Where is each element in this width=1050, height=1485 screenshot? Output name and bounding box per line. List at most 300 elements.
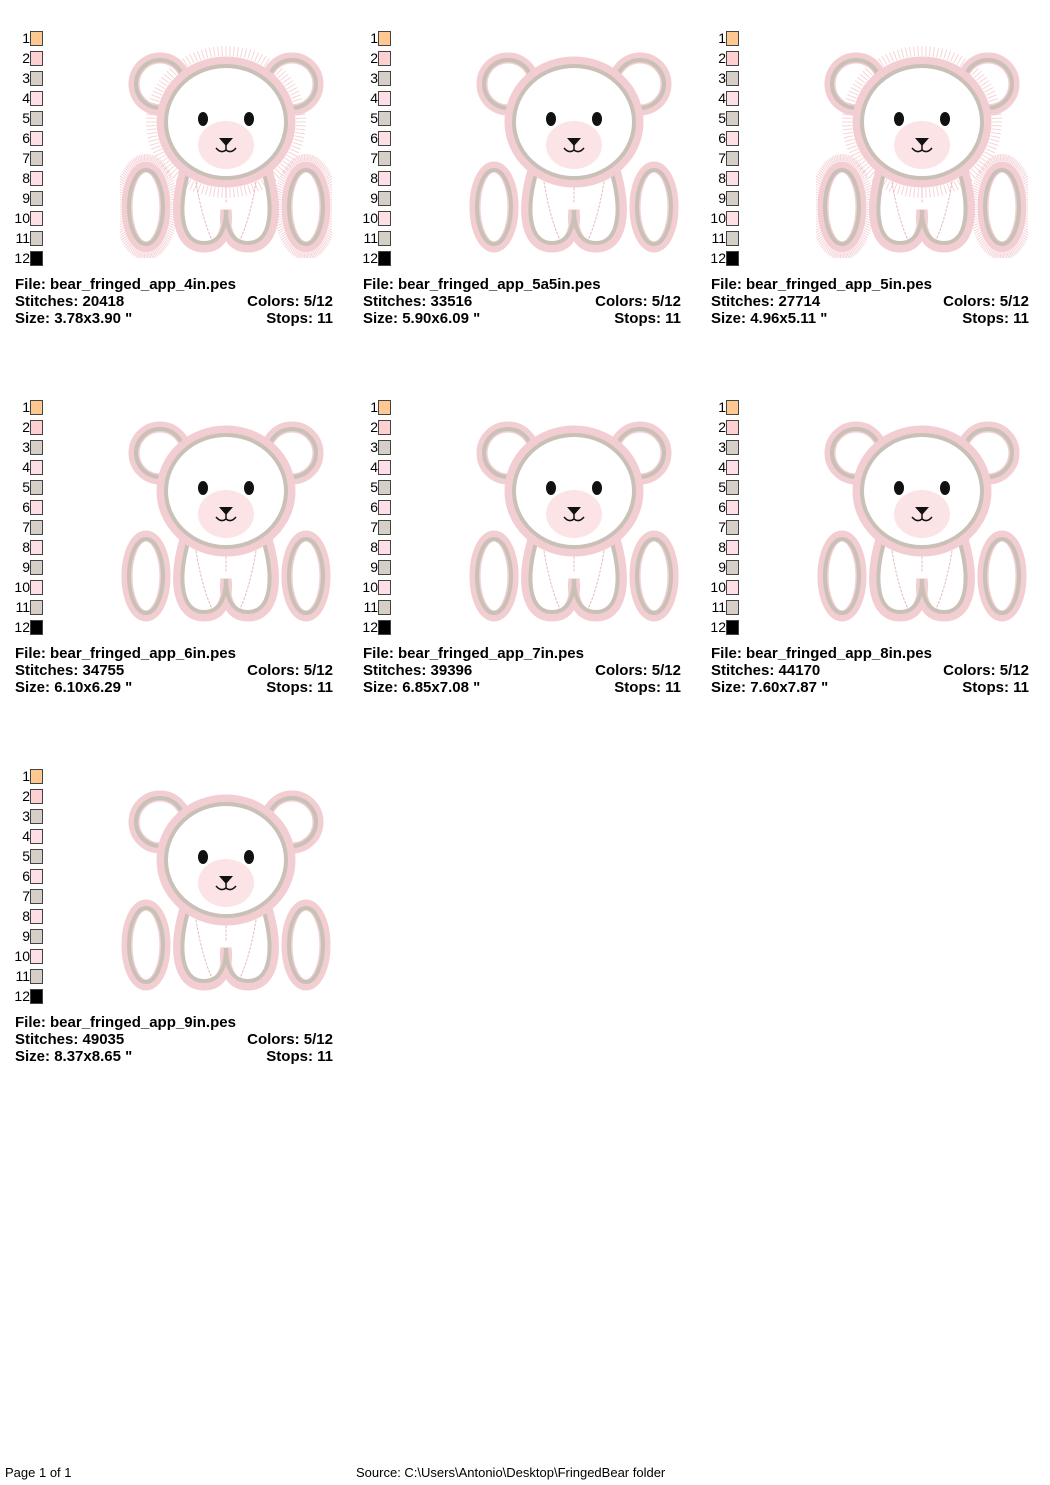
stitches-value: 20418 bbox=[82, 293, 125, 310]
design-card[interactable] bbox=[13, 30, 343, 330]
size-label: Size: bbox=[711, 679, 747, 696]
color-swatch-row bbox=[13, 90, 45, 110]
color-swatch bbox=[378, 91, 391, 106]
color-swatch-row bbox=[13, 619, 45, 639]
color-swatch-row bbox=[13, 479, 45, 499]
swatch-number: 9 bbox=[718, 559, 726, 575]
color-swatch bbox=[726, 580, 739, 595]
stitches-label: Stitches: bbox=[711, 293, 775, 310]
color-swatch bbox=[726, 460, 739, 475]
swatch-number: 2 bbox=[22, 419, 30, 435]
color-swatch-row bbox=[13, 988, 45, 1008]
colors-value: 5/12 bbox=[303, 293, 333, 310]
color-swatch bbox=[30, 91, 43, 106]
file-label: File: bbox=[711, 645, 742, 662]
size-value: 4.96x5.11 " bbox=[750, 310, 828, 327]
design-card[interactable] bbox=[361, 399, 691, 699]
design-info bbox=[15, 645, 333, 696]
color-swatch-row bbox=[13, 559, 45, 579]
color-swatch bbox=[378, 51, 391, 66]
stops-value: 11 bbox=[1013, 679, 1029, 696]
color-swatch-row bbox=[13, 250, 45, 270]
color-swatch-row bbox=[13, 210, 45, 230]
color-swatch bbox=[30, 929, 43, 944]
color-swatch-row bbox=[709, 579, 741, 599]
swatch-number: 6 bbox=[22, 868, 30, 884]
stops-value: 11 bbox=[317, 679, 333, 696]
design-card[interactable] bbox=[709, 399, 1039, 699]
size-line bbox=[15, 310, 333, 327]
color-swatch bbox=[30, 600, 43, 615]
colors-field bbox=[943, 293, 1029, 310]
design-card[interactable] bbox=[709, 30, 1039, 330]
stitches-line bbox=[15, 293, 333, 310]
colors-label: Colors: bbox=[943, 662, 996, 679]
color-swatch bbox=[30, 420, 43, 435]
design-info bbox=[363, 276, 681, 327]
color-swatch bbox=[30, 969, 43, 984]
swatch-number: 12 bbox=[362, 619, 378, 635]
color-swatch-row bbox=[709, 439, 741, 459]
swatch-number: 8 bbox=[718, 170, 726, 186]
color-swatch bbox=[30, 440, 43, 455]
colors-value: 5/12 bbox=[999, 662, 1029, 679]
swatch-number: 5 bbox=[22, 848, 30, 864]
size-value: 8.37x8.65 " bbox=[54, 1048, 133, 1065]
color-swatch bbox=[726, 91, 739, 106]
design-info bbox=[15, 1014, 333, 1065]
size-label: Size: bbox=[363, 679, 399, 696]
stops-label: Stops: bbox=[614, 310, 661, 327]
stitches-label: Stitches: bbox=[15, 293, 79, 310]
swatch-number: 11 bbox=[363, 230, 378, 246]
swatch-number: 10 bbox=[14, 948, 30, 964]
color-swatch bbox=[378, 251, 391, 266]
file-line bbox=[363, 276, 681, 293]
swatch-number: 4 bbox=[22, 459, 30, 475]
color-swatch bbox=[30, 909, 43, 924]
color-swatch bbox=[30, 540, 43, 555]
color-swatch bbox=[726, 540, 739, 555]
color-swatch bbox=[30, 769, 43, 784]
color-swatch-row bbox=[13, 439, 45, 459]
swatch-number: 8 bbox=[22, 908, 30, 924]
color-swatch-row bbox=[709, 479, 741, 499]
size-value: 6.10x6.29 " bbox=[54, 679, 133, 696]
color-swatch bbox=[378, 31, 391, 46]
color-swatch-row bbox=[709, 599, 741, 619]
stops-field bbox=[614, 679, 681, 696]
color-swatch bbox=[378, 400, 391, 415]
design-info bbox=[711, 645, 1029, 696]
stitches-label: Stitches: bbox=[15, 662, 79, 679]
color-swatch-row bbox=[709, 70, 741, 90]
swatch-number: 2 bbox=[718, 419, 726, 435]
color-swatch-row bbox=[13, 788, 45, 808]
color-swatch bbox=[726, 251, 739, 266]
color-swatch bbox=[726, 480, 739, 495]
colors-value: 5/12 bbox=[651, 293, 681, 310]
color-swatch bbox=[30, 620, 43, 635]
color-swatch-row bbox=[13, 499, 45, 519]
color-swatch bbox=[378, 480, 391, 495]
stitches-line bbox=[711, 662, 1029, 679]
file-label: File: bbox=[15, 276, 46, 293]
color-swatch bbox=[378, 520, 391, 535]
stitches-value: 44170 bbox=[778, 662, 821, 679]
swatch-number: 7 bbox=[718, 519, 726, 535]
size-line bbox=[711, 310, 1029, 327]
colors-label: Colors: bbox=[595, 293, 648, 310]
swatch-number: 11 bbox=[15, 968, 30, 984]
swatch-number: 8 bbox=[718, 539, 726, 555]
swatch-number: 5 bbox=[22, 479, 30, 495]
color-swatch bbox=[378, 131, 391, 146]
stops-value: 11 bbox=[665, 679, 681, 696]
color-swatch-row bbox=[361, 559, 393, 579]
color-swatch bbox=[30, 789, 43, 804]
color-swatch bbox=[30, 31, 43, 46]
swatch-number: 4 bbox=[370, 90, 378, 106]
color-swatch-row bbox=[709, 519, 741, 539]
color-swatch-row bbox=[361, 210, 393, 230]
swatch-number: 4 bbox=[22, 90, 30, 106]
color-swatch-row bbox=[361, 250, 393, 270]
size-line bbox=[15, 1048, 333, 1065]
color-swatch-row bbox=[13, 599, 45, 619]
color-swatch bbox=[30, 151, 43, 166]
file-line bbox=[15, 645, 333, 662]
size-label: Size: bbox=[363, 310, 399, 327]
file-name: bear_fringed_app_5a5in.pes bbox=[398, 276, 601, 293]
color-swatch bbox=[30, 131, 43, 146]
design-card[interactable] bbox=[13, 399, 343, 699]
color-swatch-row bbox=[13, 768, 45, 788]
color-swatch bbox=[30, 520, 43, 535]
bear-design-preview bbox=[468, 42, 680, 258]
color-swatch-row bbox=[361, 419, 393, 439]
swatch-number: 11 bbox=[15, 599, 30, 615]
colors-value: 5/12 bbox=[303, 1031, 333, 1048]
color-swatch bbox=[378, 420, 391, 435]
file-name: bear_fringed_app_6in.pes bbox=[50, 645, 236, 662]
color-swatch bbox=[378, 111, 391, 126]
swatch-number: 2 bbox=[718, 50, 726, 66]
color-swatch bbox=[30, 829, 43, 844]
color-swatch bbox=[726, 620, 739, 635]
swatch-number: 1 bbox=[718, 399, 726, 415]
color-swatch bbox=[378, 211, 391, 226]
color-swatch-row bbox=[13, 848, 45, 868]
color-swatch-row bbox=[13, 50, 45, 70]
swatch-number: 8 bbox=[370, 539, 378, 555]
file-line bbox=[711, 276, 1029, 293]
stops-field bbox=[962, 310, 1029, 327]
swatch-number: 6 bbox=[718, 499, 726, 515]
color-swatch-row bbox=[709, 150, 741, 170]
file-label: File: bbox=[363, 276, 394, 293]
color-swatch-row bbox=[361, 459, 393, 479]
color-swatch-row bbox=[361, 110, 393, 130]
swatch-number: 12 bbox=[710, 250, 726, 266]
swatch-number: 1 bbox=[22, 30, 30, 46]
color-swatch-row bbox=[13, 130, 45, 150]
color-swatch-row bbox=[709, 30, 741, 50]
stops-value: 11 bbox=[665, 310, 681, 327]
color-swatch bbox=[30, 171, 43, 186]
size-label: Size: bbox=[711, 310, 747, 327]
swatch-number: 8 bbox=[22, 170, 30, 186]
stitches-label: Stitches: bbox=[15, 1031, 79, 1048]
swatch-number: 10 bbox=[14, 210, 30, 226]
swatch-number: 7 bbox=[22, 519, 30, 535]
bear-design-preview bbox=[816, 411, 1028, 627]
swatch-number: 10 bbox=[710, 579, 726, 595]
swatch-number: 9 bbox=[22, 928, 30, 944]
swatch-number: 10 bbox=[14, 579, 30, 595]
color-swatch bbox=[726, 51, 739, 66]
color-swatch bbox=[726, 600, 739, 615]
color-swatch bbox=[726, 500, 739, 515]
swatch-number: 9 bbox=[370, 190, 378, 206]
swatch-number: 12 bbox=[362, 250, 378, 266]
color-swatch bbox=[726, 560, 739, 575]
bear-design-preview bbox=[120, 780, 332, 996]
size-value: 5.90x6.09 " bbox=[402, 310, 481, 327]
color-swatch bbox=[726, 151, 739, 166]
color-swatch-row bbox=[13, 399, 45, 419]
color-swatch bbox=[30, 869, 43, 884]
color-swatch bbox=[30, 560, 43, 575]
swatch-number: 10 bbox=[710, 210, 726, 226]
stitches-label: Stitches: bbox=[711, 662, 775, 679]
color-swatch bbox=[30, 211, 43, 226]
size-line bbox=[363, 310, 681, 327]
color-swatch bbox=[726, 400, 739, 415]
stitches-label: Stitches: bbox=[363, 662, 427, 679]
color-swatch-row bbox=[709, 499, 741, 519]
color-swatch-row bbox=[13, 459, 45, 479]
swatch-number: 5 bbox=[718, 110, 726, 126]
stitches-value: 27714 bbox=[778, 293, 821, 310]
color-swatch bbox=[726, 211, 739, 226]
file-name: bear_fringed_app_8in.pes bbox=[746, 645, 932, 662]
swatch-number: 5 bbox=[718, 479, 726, 495]
color-swatch-row bbox=[13, 519, 45, 539]
bear-design-preview bbox=[120, 411, 332, 627]
size-label: Size: bbox=[15, 310, 51, 327]
color-swatch-row bbox=[361, 30, 393, 50]
size-line bbox=[363, 679, 681, 696]
colors-label: Colors: bbox=[595, 662, 648, 679]
swatch-number: 2 bbox=[22, 788, 30, 804]
color-swatch bbox=[378, 151, 391, 166]
color-swatch bbox=[30, 889, 43, 904]
swatch-number: 1 bbox=[22, 399, 30, 415]
size-label: Size: bbox=[15, 679, 51, 696]
bear-design-preview bbox=[816, 42, 1028, 258]
color-swatch-row bbox=[361, 230, 393, 250]
swatch-number: 9 bbox=[22, 190, 30, 206]
color-swatch-row bbox=[13, 808, 45, 828]
color-swatch-row bbox=[13, 30, 45, 50]
color-swatch-row bbox=[13, 828, 45, 848]
color-swatch-row bbox=[709, 459, 741, 479]
file-label: File: bbox=[15, 645, 46, 662]
colors-field bbox=[247, 1031, 333, 1048]
color-swatch bbox=[378, 500, 391, 515]
color-swatch-row bbox=[13, 170, 45, 190]
color-swatch bbox=[726, 191, 739, 206]
stops-value: 11 bbox=[1013, 310, 1029, 327]
color-swatch-row bbox=[361, 519, 393, 539]
color-swatch bbox=[30, 500, 43, 515]
file-label: File: bbox=[15, 1014, 46, 1031]
design-card[interactable] bbox=[13, 768, 343, 1068]
color-swatch bbox=[378, 460, 391, 475]
color-swatch bbox=[30, 989, 43, 1004]
colors-value: 5/12 bbox=[303, 662, 333, 679]
stops-field bbox=[266, 1048, 333, 1065]
color-swatch bbox=[726, 440, 739, 455]
color-swatch-row bbox=[361, 439, 393, 459]
bear-design-preview bbox=[468, 411, 680, 627]
bear-design-preview bbox=[120, 42, 332, 258]
swatch-number: 6 bbox=[370, 499, 378, 515]
color-swatch-row bbox=[361, 130, 393, 150]
swatch-number: 2 bbox=[370, 419, 378, 435]
size-line bbox=[15, 679, 333, 696]
color-swatch bbox=[378, 620, 391, 635]
color-swatch bbox=[30, 849, 43, 864]
color-swatch bbox=[378, 540, 391, 555]
stops-field bbox=[266, 679, 333, 696]
stitches-line bbox=[15, 1031, 333, 1048]
swatch-number: 4 bbox=[718, 90, 726, 106]
stitches-value: 49035 bbox=[82, 1031, 125, 1048]
file-line bbox=[711, 645, 1029, 662]
colors-field bbox=[595, 662, 681, 679]
swatch-number: 4 bbox=[370, 459, 378, 475]
swatch-number: 5 bbox=[370, 110, 378, 126]
swatch-number: 3 bbox=[22, 439, 30, 455]
swatch-number: 7 bbox=[370, 519, 378, 535]
color-swatch-row bbox=[709, 250, 741, 270]
stitches-line bbox=[363, 662, 681, 679]
stitches-value: 39396 bbox=[430, 662, 473, 679]
color-swatch-row bbox=[13, 70, 45, 90]
color-swatch bbox=[378, 231, 391, 246]
color-swatch-row bbox=[709, 619, 741, 639]
design-info bbox=[711, 276, 1029, 327]
swatch-number: 8 bbox=[370, 170, 378, 186]
color-swatch-row bbox=[361, 399, 393, 419]
color-swatch-row bbox=[709, 559, 741, 579]
design-info bbox=[15, 276, 333, 327]
swatch-number: 8 bbox=[22, 539, 30, 555]
color-swatch bbox=[378, 600, 391, 615]
color-swatch bbox=[378, 191, 391, 206]
swatch-number: 11 bbox=[711, 599, 726, 615]
swatch-number: 3 bbox=[370, 439, 378, 455]
colors-value: 5/12 bbox=[999, 293, 1029, 310]
page-number: Page 1 of 1 bbox=[5, 1465, 72, 1480]
stops-label: Stops: bbox=[614, 679, 661, 696]
color-swatch-row bbox=[13, 579, 45, 599]
swatch-number: 1 bbox=[718, 30, 726, 46]
stops-label: Stops: bbox=[266, 310, 313, 327]
size-value: 7.60x7.87 " bbox=[750, 679, 829, 696]
color-swatch bbox=[726, 111, 739, 126]
color-swatch-row bbox=[13, 908, 45, 928]
file-name: bear_fringed_app_7in.pes bbox=[398, 645, 584, 662]
color-swatch bbox=[726, 31, 739, 46]
swatch-number: 1 bbox=[370, 399, 378, 415]
color-swatch-row bbox=[709, 50, 741, 70]
color-swatch-row bbox=[709, 90, 741, 110]
swatch-number: 9 bbox=[22, 559, 30, 575]
color-swatch-row bbox=[709, 419, 741, 439]
color-swatch-row bbox=[361, 170, 393, 190]
swatch-number: 7 bbox=[22, 150, 30, 166]
swatch-number: 1 bbox=[370, 30, 378, 46]
file-label: File: bbox=[711, 276, 742, 293]
swatch-number: 10 bbox=[362, 579, 378, 595]
color-swatch-row bbox=[361, 619, 393, 639]
file-line bbox=[15, 276, 333, 293]
color-swatch bbox=[726, 171, 739, 186]
design-card[interactable] bbox=[361, 30, 691, 330]
size-line bbox=[711, 679, 1029, 696]
swatch-number: 12 bbox=[14, 988, 30, 1004]
color-swatch-row bbox=[361, 539, 393, 559]
color-swatch bbox=[30, 111, 43, 126]
color-swatch-row bbox=[709, 170, 741, 190]
color-swatch-row bbox=[13, 968, 45, 988]
color-swatch bbox=[30, 71, 43, 86]
swatch-number: 11 bbox=[363, 599, 378, 615]
color-swatch bbox=[30, 191, 43, 206]
color-swatch bbox=[30, 400, 43, 415]
swatch-number: 6 bbox=[22, 130, 30, 146]
color-swatch-row bbox=[709, 130, 741, 150]
stops-field bbox=[266, 310, 333, 327]
colors-field bbox=[247, 293, 333, 310]
swatch-number: 5 bbox=[370, 479, 378, 495]
color-swatch-row bbox=[13, 928, 45, 948]
file-name: bear_fringed_app_4in.pes bbox=[50, 276, 236, 293]
color-swatch-row bbox=[13, 150, 45, 170]
colors-field bbox=[595, 293, 681, 310]
swatch-number: 3 bbox=[718, 70, 726, 86]
color-swatch-row bbox=[13, 888, 45, 908]
color-swatch bbox=[726, 231, 739, 246]
swatch-number: 3 bbox=[22, 70, 30, 86]
swatch-number: 3 bbox=[22, 808, 30, 824]
colors-label: Colors: bbox=[247, 1031, 300, 1048]
stitches-label: Stitches: bbox=[363, 293, 427, 310]
swatch-number: 2 bbox=[22, 50, 30, 66]
color-swatch bbox=[30, 809, 43, 824]
color-swatch-row bbox=[361, 190, 393, 210]
color-swatch bbox=[378, 560, 391, 575]
stitches-value: 33516 bbox=[430, 293, 473, 310]
color-swatch-row bbox=[709, 210, 741, 230]
source-path: Source: C:\Users\Antonio\Desktop\FringedBear folder bbox=[356, 1465, 666, 1480]
color-swatch-row bbox=[361, 479, 393, 499]
size-label: Size: bbox=[15, 1048, 51, 1065]
color-swatch-row bbox=[13, 539, 45, 559]
